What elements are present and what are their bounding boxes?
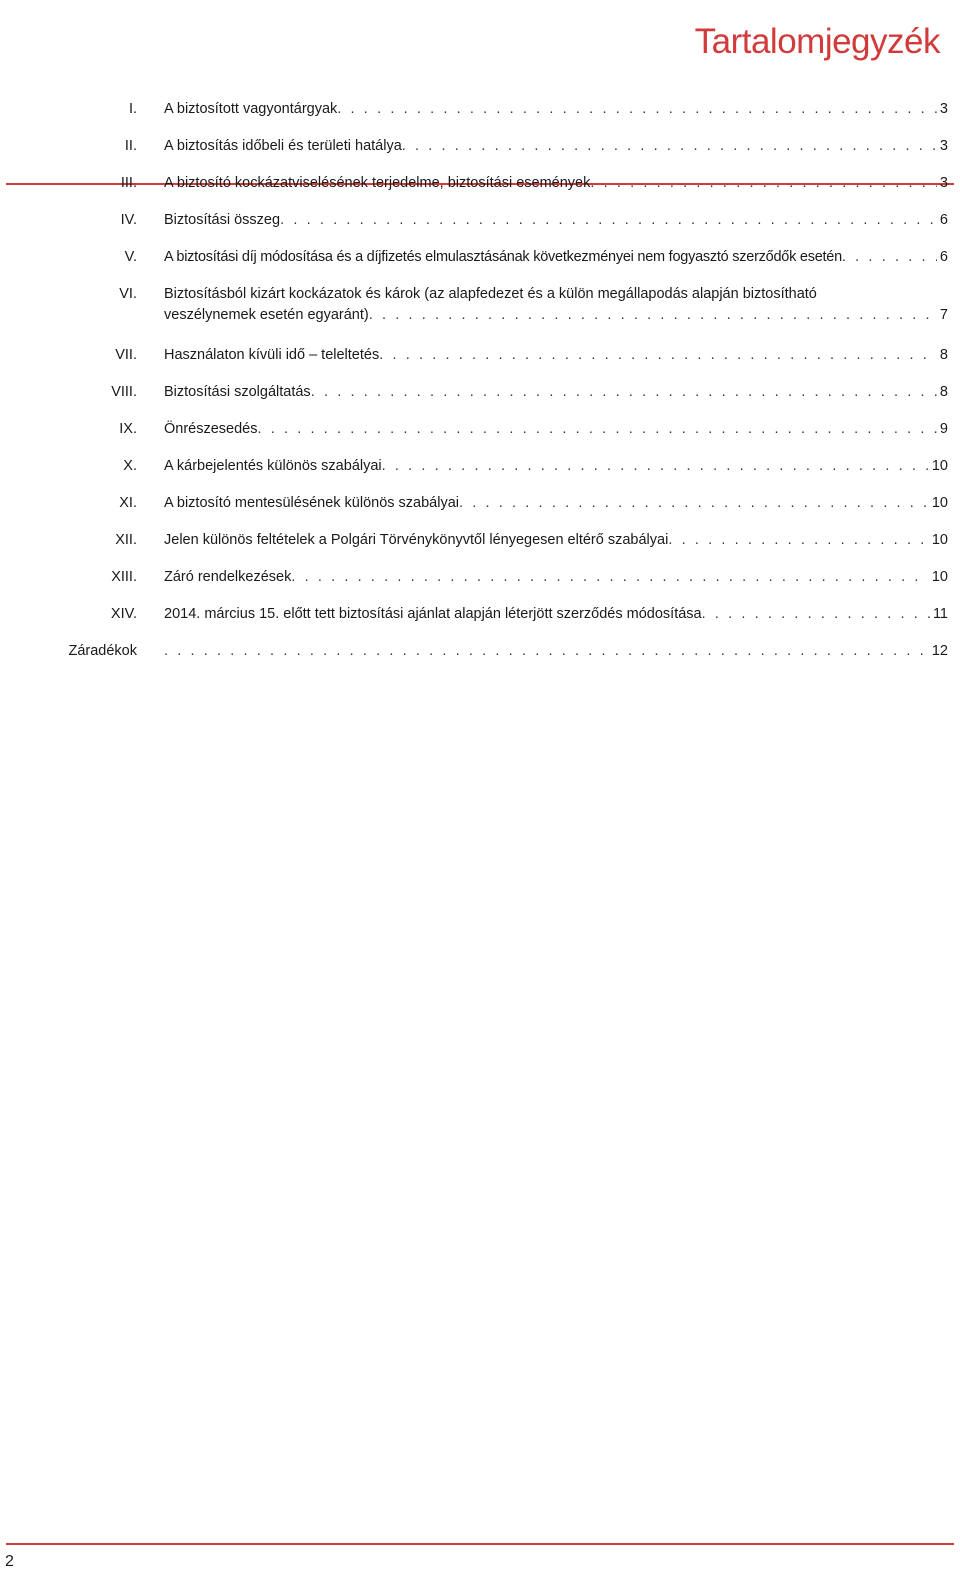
dot-leader [369, 306, 937, 325]
toc-entry[interactable] [0, 420, 960, 457]
dot-leader [590, 174, 937, 193]
toc-entry-number: VI. [119, 286, 137, 302]
toc-entry-number: II. [124, 138, 137, 154]
toc-entry-title: 2014. március 15. előtt tett biztosítási ajánlat alapján léterjött szerződés módosítása [164, 606, 702, 622]
toc-entry-page: 8 [939, 347, 948, 363]
dot-leader [668, 531, 929, 550]
toc-entry-page: 7 [939, 307, 948, 323]
toc-entry-page: 3 [939, 175, 948, 191]
toc-entry-number: III. [120, 175, 137, 191]
toc-entry-title-line: Biztosításból kizárt kockázatok és károk (az alapfedezet és a külön megállapodás alapján biztosítható [164, 286, 817, 302]
dot-leader [311, 383, 937, 402]
toc-entry[interactable] [0, 457, 960, 494]
toc-entry-page: 3 [939, 138, 948, 154]
toc-entry-number: XIII. [111, 569, 137, 585]
toc-entry-title: A biztosítási díj módosítása és a díjfizetés elmulasztásának következményei nem fogyasztó szerződők esetén [164, 249, 842, 265]
toc-entry[interactable] [0, 568, 960, 605]
toc-entry-number: VII. [115, 347, 137, 363]
toc-entry-number: XII. [115, 532, 137, 548]
toc-entry-title: A biztosító mentesülésének különös szabályai [164, 495, 460, 511]
toc-entry[interactable] [0, 100, 960, 137]
toc-entry[interactable] [0, 494, 960, 531]
toc-entry-title: Biztosítási szolgáltatás [164, 384, 311, 400]
page-number: 2 [5, 1553, 14, 1570]
toc-entry-number: Záradékok [68, 643, 137, 659]
toc-entry-title: Biztosítási összeg [164, 212, 281, 228]
toc-entry-page: 6 [939, 212, 948, 228]
dot-leader [459, 494, 929, 513]
toc-entry[interactable] [0, 174, 960, 211]
page-title: Tartalomjegyzék [694, 22, 940, 61]
toc-entry[interactable] [0, 346, 960, 383]
toc-entry-page: 10 [931, 458, 948, 474]
toc-entry-page: 3 [939, 101, 948, 117]
dot-leader [402, 137, 937, 156]
toc-entry-page: 10 [931, 532, 948, 548]
toc-entry-page: 8 [939, 384, 948, 400]
toc-entry-number: VIII. [111, 384, 137, 400]
toc-entry-number: XIV. [110, 606, 137, 622]
toc-entry-title: A biztosított vagyontárgyak [164, 101, 338, 117]
dot-leader [258, 420, 937, 439]
toc-entry-number: IV. [120, 212, 137, 228]
toc-entry-title: Jelen különös feltételek a Polgári Törvénykönyvtől lényegesen eltérő szabályai [164, 532, 669, 548]
toc-entry-title: Önrészesedés [164, 421, 258, 437]
toc-entry-page: 10 [931, 495, 948, 511]
toc-entry-page: 10 [931, 569, 948, 585]
toc-entry-title: Használaton kívüli idő – teleltetés [164, 347, 380, 363]
toc-entry-page: 12 [931, 643, 948, 659]
dot-leader [382, 457, 929, 476]
dot-leader [280, 211, 937, 230]
toc-entry[interactable] [0, 285, 960, 346]
toc-entry-page: 6 [939, 249, 948, 265]
dot-leader [702, 605, 930, 624]
toc-entry[interactable] [0, 248, 960, 285]
toc-entry-title: veszélynemek esetén egyaránt) [164, 307, 369, 323]
toc-entry-page: 9 [939, 421, 948, 437]
toc-entry[interactable] [0, 605, 960, 642]
toc-entry[interactable] [0, 137, 960, 174]
dot-leader [337, 100, 937, 119]
toc-entry-number: I. [128, 101, 137, 117]
toc-entry[interactable] [0, 531, 960, 568]
dot-leader [291, 568, 929, 587]
table-of-contents [0, 100, 960, 679]
dot-leader [842, 248, 937, 267]
toc-entry-number: IX. [119, 421, 137, 437]
toc-entry-number: X. [123, 458, 137, 474]
toc-entry-title: A biztosítás időbeli és területi hatálya [164, 138, 402, 154]
toc-entry-title: Záró rendelkezések [164, 569, 292, 585]
toc-entry[interactable] [0, 383, 960, 420]
toc-entry-number: XI. [119, 495, 137, 511]
footer-divider [6, 1543, 954, 1545]
dot-leader [164, 642, 929, 661]
toc-entry[interactable] [0, 211, 960, 248]
toc-entry-number: V. [124, 249, 137, 265]
toc-entry-page: 11 [932, 606, 948, 622]
toc-entry-title: A biztosító kockázatviselésének terjedelme, biztosítási események [164, 175, 591, 191]
toc-entry-title: A kárbejelentés különös szabályai [164, 458, 382, 474]
toc-entry-zaradekok[interactable] [0, 642, 960, 679]
dot-leader [379, 346, 937, 365]
